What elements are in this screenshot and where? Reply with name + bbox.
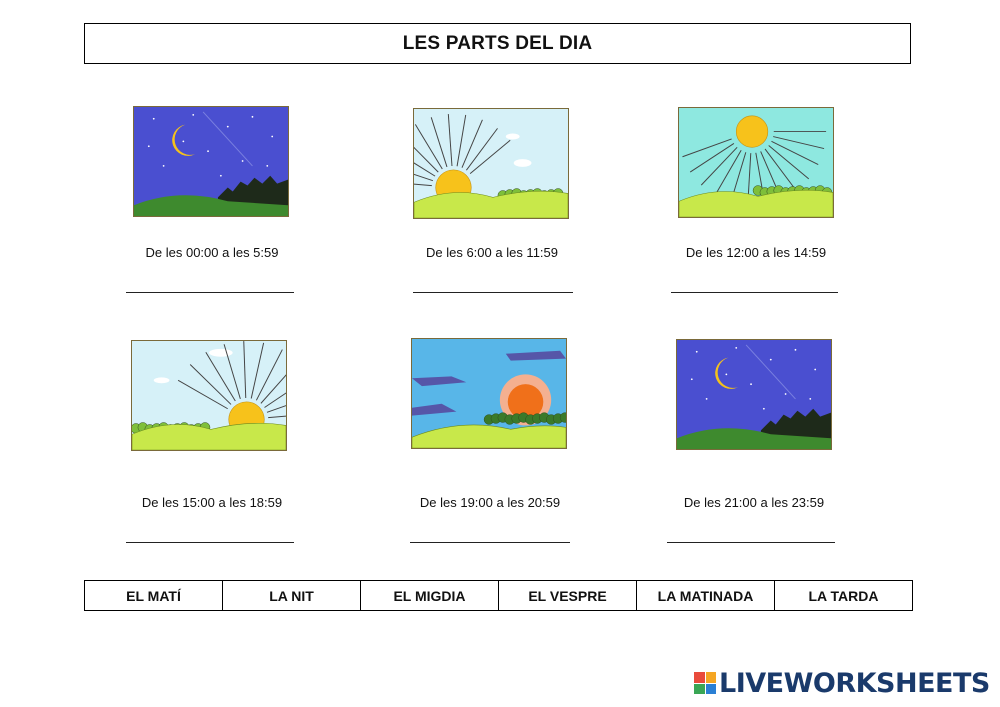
answer-line: [667, 542, 835, 543]
logo-square: [694, 672, 705, 683]
scene-image-noon: [678, 107, 834, 218]
answer-line: [413, 292, 573, 293]
answer-input[interactable]: [126, 267, 298, 291]
answer-input[interactable]: [671, 267, 842, 291]
logo-square: [706, 672, 717, 683]
answer-line: [126, 542, 294, 543]
time-caption: De les 19:00 a les 20:59: [419, 495, 561, 510]
answer-line: [410, 542, 570, 543]
answer-line: [126, 292, 294, 293]
word-option[interactable]: EL VESPRE: [499, 581, 637, 610]
answer-input[interactable]: [410, 517, 574, 541]
time-caption: De les 00:00 a les 5:59: [145, 245, 279, 260]
scene-image-night-late: [676, 339, 832, 450]
time-caption: De les 6:00 a les 11:59: [425, 245, 558, 260]
word-option[interactable]: LA MATINADA: [637, 581, 775, 610]
worksheet-title: LES PARTS DEL DIA: [84, 23, 911, 64]
logo-badge-icon: [694, 672, 716, 694]
word-option[interactable]: EL MIGDIA: [361, 581, 499, 610]
logo-text: LIVEWORKSHEETS: [719, 667, 990, 699]
time-caption: De les 12:00 a les 14:59: [685, 245, 827, 260]
logo-square: [694, 684, 705, 695]
answer-input[interactable]: [667, 517, 839, 541]
liveworksheets-logo: [694, 668, 990, 698]
word-option[interactable]: LA NIT: [223, 581, 361, 610]
answer-line: [671, 292, 838, 293]
scene-image-sunrise: [413, 108, 569, 219]
scene-image-sunset: [411, 338, 567, 449]
time-caption: De les 21:00 a les 23:59: [683, 495, 825, 510]
word-option[interactable]: LA TARDA: [808, 587, 879, 604]
answer-input[interactable]: [413, 267, 577, 291]
time-caption: De les 15:00 a les 18:59: [141, 495, 283, 510]
word-option[interactable]: EL MATÍ: [85, 581, 223, 610]
scene-image-night-early: [133, 106, 289, 217]
logo-square: [706, 684, 717, 695]
answer-input[interactable]: [126, 517, 298, 541]
scene-image-afternoon: [131, 340, 287, 451]
word-bank: [84, 580, 913, 611]
